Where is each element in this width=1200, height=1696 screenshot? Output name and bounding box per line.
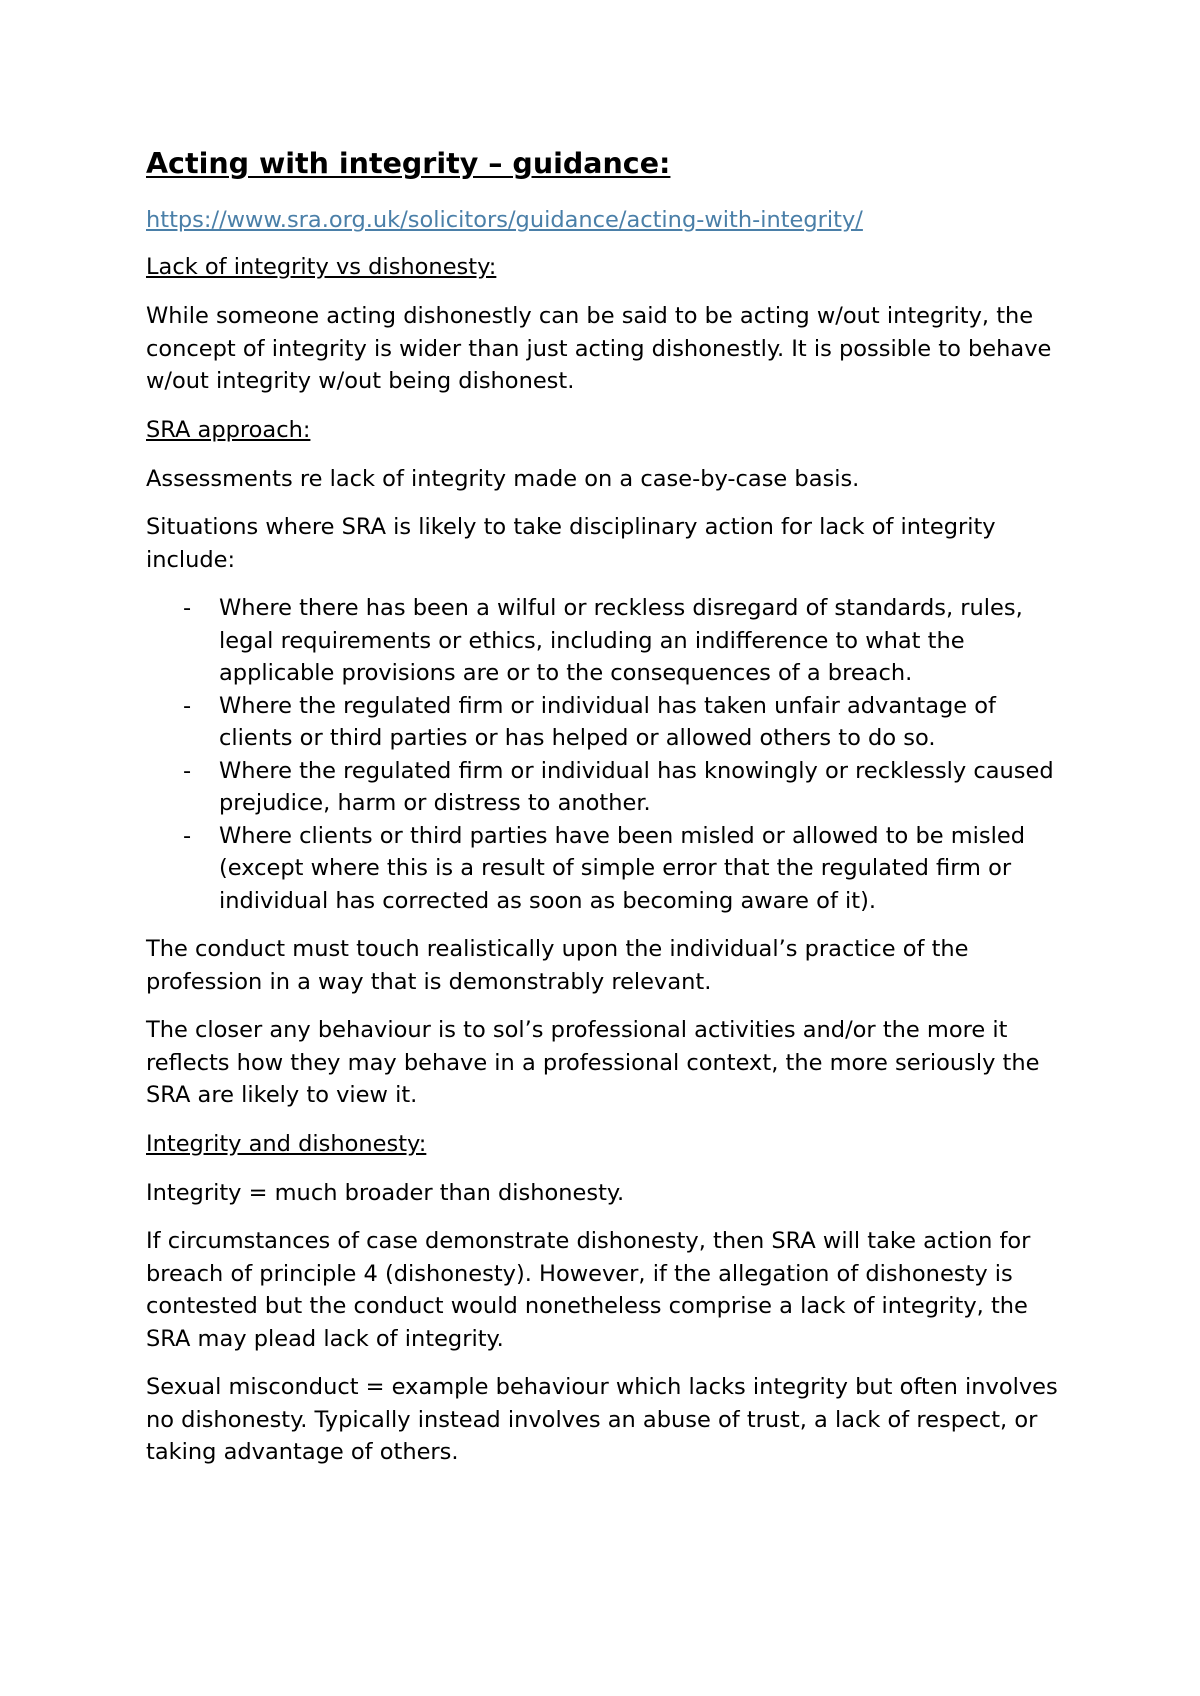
paragraph-conduct: The conduct must touch realistically upon the individual’s practice of the profession in a way that is demonstrably relevant.	[146, 936, 969, 995]
list-item-text: Where clients or third parties have been misled or allowed to be misled (except where this is a result of simple error that the regulated firm or individual has corrected as soon as becoming aware of it).	[219, 822, 1026, 914]
paragraph-closer: The closer any behaviour is to sol’s professional activities and/or the more it reflects how they may behave in a professional context, the more seriously the SRA are likely to view it.	[146, 1017, 1040, 1108]
paragraph-broader: Integrity = much broader than dishonesty.	[146, 1179, 625, 1206]
list-item-text: Where the regulated firm or individual has knowingly or recklessly caused prejudice, harm or distress to another.	[219, 757, 1054, 816]
list-item	[146, 690, 1070, 755]
list-item	[146, 592, 1070, 690]
heading-sra-approach: SRA approach:	[146, 416, 311, 443]
paragraph-assessments: Assessments re lack of integrity made on a case-by-case basis.	[146, 465, 860, 492]
heading-integrity-dishonesty: Integrity and dishonesty:	[146, 1130, 427, 1157]
guidance-link[interactable]: https://www.sra.org.uk/solicitors/guidance/acting-with-integrity/	[146, 207, 863, 233]
paragraph-circumstances: If circumstances of case demonstrate dishonesty, then SRA will take action for breach of principle 4 (dishonesty). However, if the allegation of dishonesty is contested but the conduct would nonetheless comprise a lack of integrity, the SRA may plead lack of integrity.	[146, 1228, 1031, 1352]
heading-lack-vs-dishonesty: Lack of integrity vs dishonesty:	[146, 254, 497, 280]
situations-list	[146, 592, 1070, 917]
bullet-dash: -	[183, 822, 192, 849]
list-item	[146, 755, 1070, 820]
list-item-text: Where there has been a wilful or reckless disregard of standards, rules, legal requirements or ethics, including an indifference to what the applicable provisions are or to the consequences of a breach.	[219, 595, 1023, 686]
document-title: Acting with integrity – guidance:	[146, 147, 671, 180]
bullet-dash: -	[183, 595, 192, 621]
paragraph-situations: Situations where SRA is likely to take disciplinary action for lack of integrity include:	[146, 514, 996, 573]
list-item-text: Where the regulated firm or individual has taken unfair advantage of clients or third parties or has helped or allowed others to do so.	[219, 692, 996, 751]
bullet-dash: -	[183, 757, 192, 784]
list-item	[146, 820, 1070, 918]
paragraph-sexual-misconduct: Sexual misconduct = example behaviour which lacks integrity but often involves no dishonesty. Typically instead involves an abuse of trust, a lack of respect, or taking advantage of others.	[146, 1374, 1058, 1465]
paragraph-while: While someone acting dishonestly can be said to be acting w/out integrity, the concept of integrity is wider than just acting dishonestly. It is possible to behave w/out integrity w/out being dishonest.	[146, 303, 1052, 394]
bullet-dash: -	[183, 692, 192, 719]
